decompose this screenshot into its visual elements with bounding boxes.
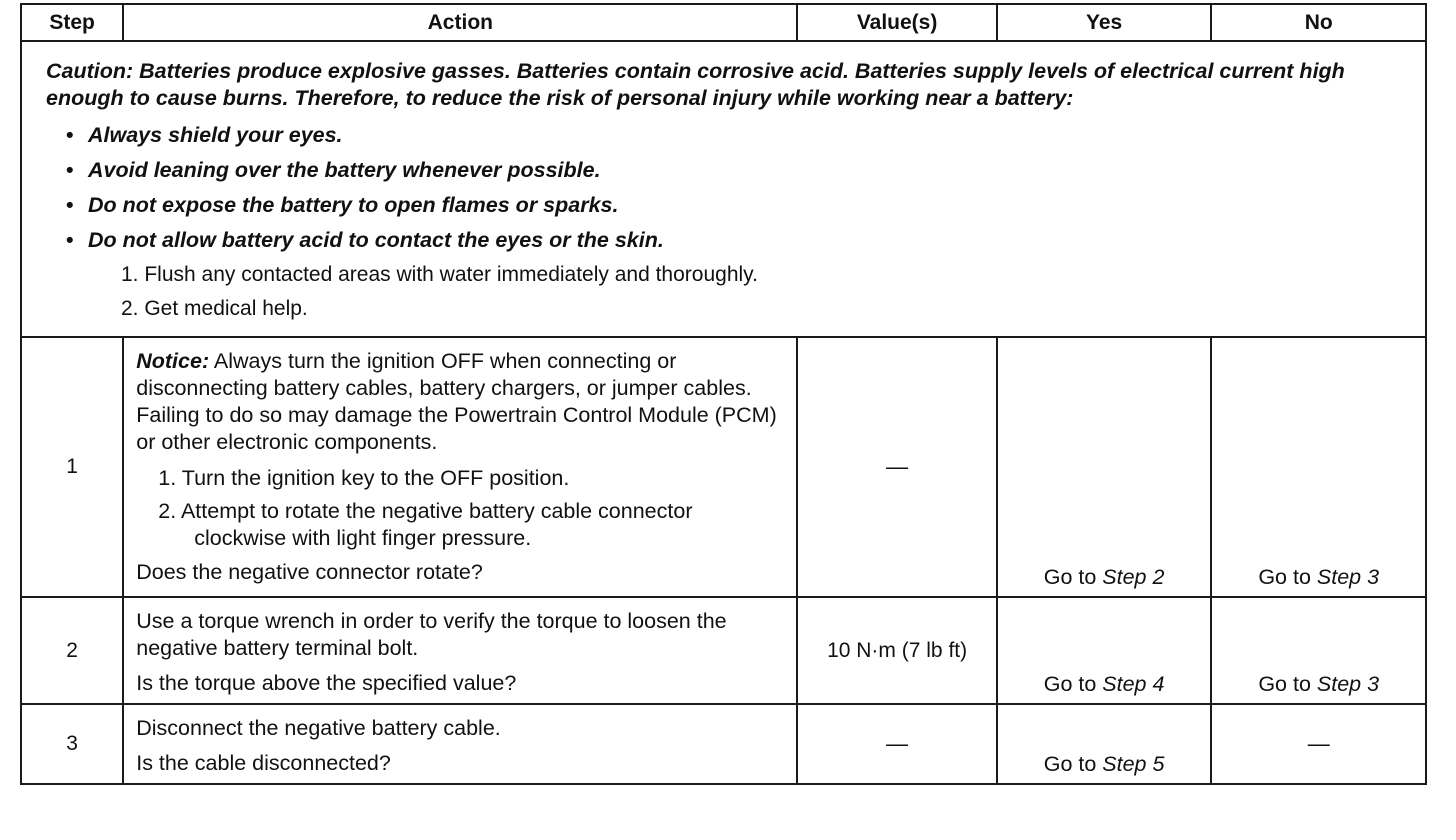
- step-question: Does the negative connector rotate?: [136, 560, 483, 584]
- step-row-1: [21, 337, 1426, 597]
- no-step-link[interactable]: Step 3: [1316, 672, 1380, 696]
- yes-prefix: Go to: [1043, 752, 1103, 776]
- header-action: Action: [123, 4, 797, 41]
- step-text: Disconnect the negative battery cable.: [136, 716, 501, 740]
- step-question: Is the cable disconnected?: [136, 751, 391, 775]
- step-action: [123, 704, 797, 784]
- step-no: —: [1211, 704, 1426, 784]
- step-row-2: [21, 597, 1426, 704]
- header-row: [21, 4, 1426, 41]
- no-prefix: Go to: [1258, 565, 1317, 589]
- caution-bullet: • Do not allow battery acid to contact the eyes or the skin.: [66, 223, 1401, 258]
- step-value: 10 N·m (7 lb ft): [797, 597, 996, 704]
- header-step: Step: [21, 4, 123, 41]
- step-text: Use a torque wrench in order to verify the torque to loosen the negative battery terminal bolt.: [136, 609, 727, 660]
- yes-step-link[interactable]: Step 2: [1102, 565, 1165, 589]
- yes-prefix: Go to: [1043, 672, 1103, 696]
- yes-step-link[interactable]: Step 4: [1102, 672, 1165, 696]
- step-question: Is the torque above the specified value?: [136, 671, 517, 695]
- yes-prefix: Go to: [1043, 565, 1103, 589]
- step-no: [1211, 337, 1426, 597]
- step-yes: [997, 337, 1212, 597]
- step-no: [1211, 597, 1426, 704]
- yes-step-link[interactable]: Step 5: [1102, 752, 1165, 776]
- header-yes: Yes: [997, 4, 1212, 41]
- step-number: 1: [21, 337, 123, 597]
- diagnostic-table: [20, 3, 1427, 785]
- notice-text: Always turn the ignition OFF when connecting or disconnecting battery cables, battery chargers, or jumper cables. Failing to do so may damage the Powertrain Control Module (PCM) or other electronic components.: [136, 349, 777, 454]
- step-number: 3: [21, 704, 123, 784]
- step-yes: [997, 597, 1212, 704]
- caution-row: [21, 41, 1426, 337]
- step-sub-item: 2. Attempt to rotate the negative battery cable connector clockwise with light finger pressure.: [158, 499, 693, 550]
- header-values: Value(s): [797, 4, 996, 41]
- caution-sub-step: 2. Get medical help.: [121, 297, 308, 320]
- caution-sub-step: 1. Flush any contacted areas with water immediately and thoroughly.: [121, 263, 758, 286]
- caution-bullet: • Always shield your eyes.: [66, 118, 1401, 153]
- step-value: —: [797, 704, 996, 784]
- caution-bullet: • Avoid leaning over the battery whenever possible.: [66, 153, 1401, 188]
- caution-cell: [21, 41, 1426, 337]
- caution-bullet: • Do not expose the battery to open flames or sparks.: [66, 188, 1401, 223]
- step-sub-list: [136, 462, 784, 555]
- no-step-link[interactable]: Step 3: [1316, 565, 1380, 589]
- notice-label: Notice:: [136, 349, 210, 373]
- notice-paragraph: [136, 348, 784, 456]
- step-action: [123, 597, 797, 704]
- caution-sub-steps: [46, 258, 1401, 326]
- no-prefix: Go to: [1258, 672, 1317, 696]
- caution-text: Caution: Batteries produce explosive gasses. Batteries contain corrosive acid. Batteries supply levels of electrical current high enough to cause burns. Therefore, to reduce the risk of personal injury while working near a battery:: [46, 59, 1345, 110]
- step-value: —: [797, 337, 996, 597]
- step-row-3: [21, 704, 1426, 784]
- step-sub-item: 1. Turn the ignition key to the OFF position.: [158, 466, 570, 490]
- step-action: [123, 337, 797, 597]
- step-number: 2: [21, 597, 123, 704]
- caution-bullets: [46, 118, 1401, 258]
- header-no: No: [1211, 4, 1426, 41]
- step-yes: [997, 704, 1212, 784]
